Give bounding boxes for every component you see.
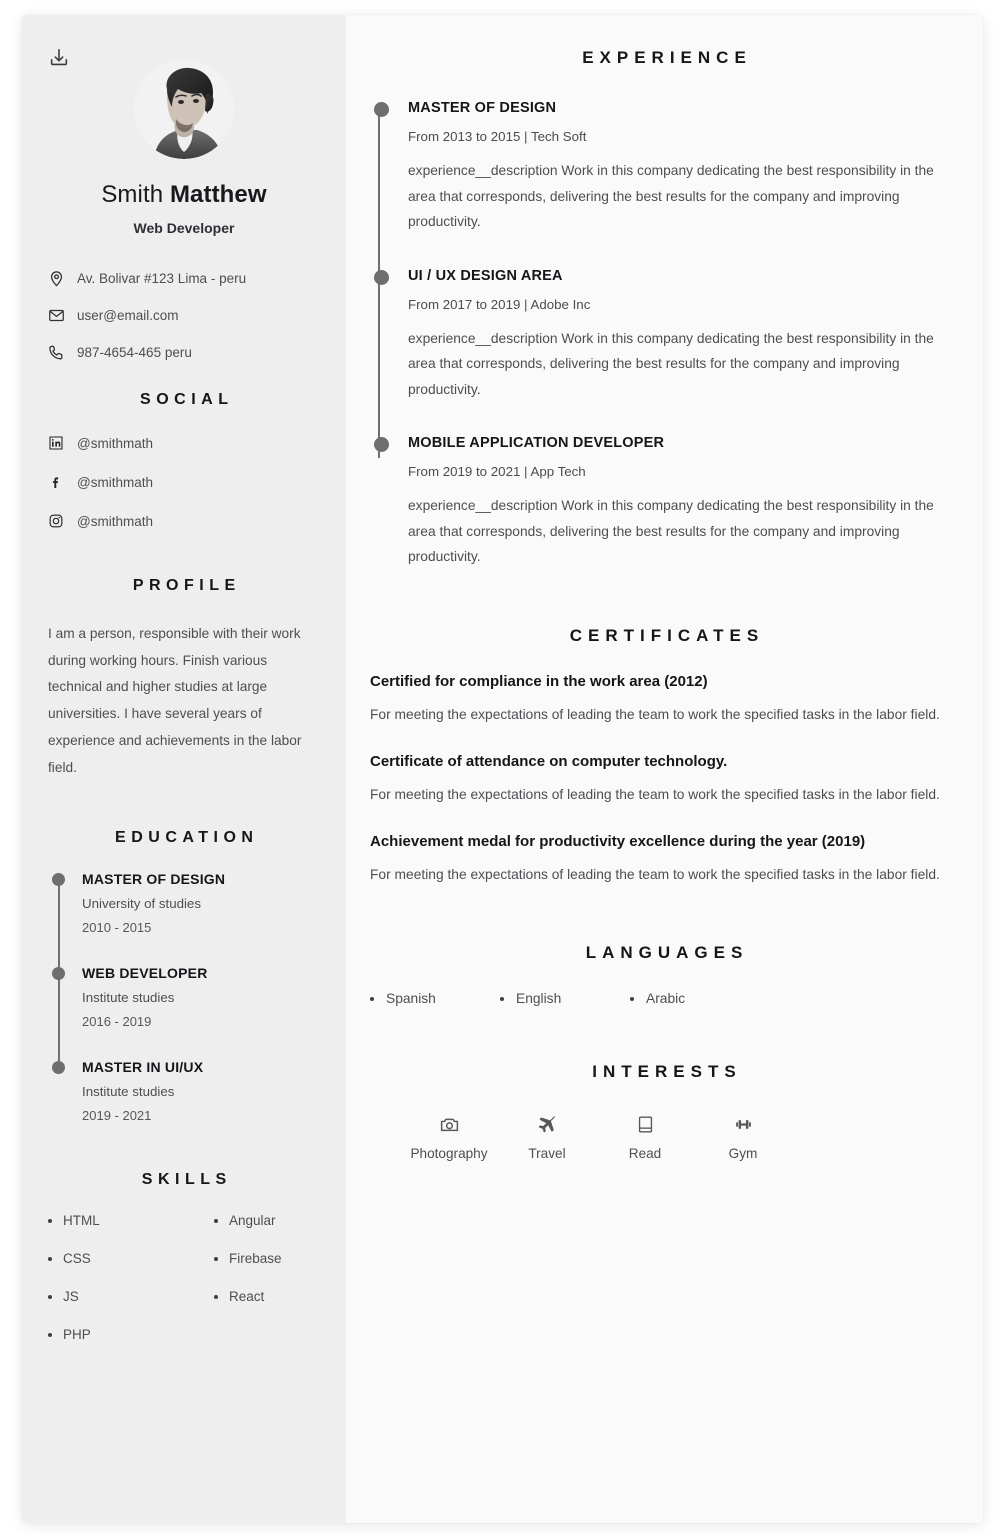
skill-item bbox=[48, 1289, 179, 1304]
social-facebook-handle: @smithmath bbox=[77, 474, 153, 490]
languages-list bbox=[370, 991, 958, 1006]
profile-text: I am a person, responsible with their work during working hours. Finish various technical and higher studies at large universities. I have several years of experience and achievements in the labor field. bbox=[48, 626, 302, 775]
contact-email-text: user@email.com bbox=[77, 308, 179, 323]
certificate-description: For meeting the expectations of leading the team to work the specified tasks in the labor field. bbox=[370, 706, 940, 722]
section-heading-education: EDUCATION bbox=[115, 829, 259, 847]
timeline-dot bbox=[374, 437, 389, 452]
education-place: University of studies bbox=[82, 896, 201, 912]
language-item bbox=[500, 991, 630, 1006]
airplane-icon bbox=[498, 1112, 596, 1136]
experience-meta: From 2017 to 2019 | Adobe Inc bbox=[408, 296, 591, 312]
language-label: Spanish bbox=[386, 991, 436, 1007]
interest-item-read bbox=[596, 1112, 694, 1161]
interest-label: Gym bbox=[728, 1146, 758, 1162]
certificate-item bbox=[370, 833, 958, 887]
social-facebook[interactable] bbox=[48, 474, 320, 490]
contact-list bbox=[48, 270, 320, 361]
skill-label: PHP bbox=[63, 1327, 91, 1343]
certificate-item bbox=[370, 753, 958, 807]
certificate-title: Certificate of attendance on computer technology. bbox=[370, 752, 728, 770]
education-timeline bbox=[48, 871, 320, 1123]
bullet-icon bbox=[48, 1257, 52, 1261]
bullet-icon bbox=[48, 1219, 52, 1223]
skill-item bbox=[189, 1251, 320, 1266]
main-content bbox=[346, 15, 983, 1523]
interest-label: Read bbox=[628, 1146, 662, 1162]
education-place: Institute studies bbox=[82, 1084, 175, 1100]
camera-icon bbox=[400, 1112, 498, 1136]
education-item bbox=[82, 1059, 320, 1123]
education-years: 2016 - 2019 bbox=[82, 1014, 152, 1030]
education-item bbox=[82, 965, 320, 1029]
timeline-dot bbox=[52, 873, 65, 886]
experience-item bbox=[408, 100, 958, 235]
timeline-dot bbox=[374, 270, 389, 285]
experience-description: experience__description Work in this company dedicating the best responsibility in the area that corresponds, delivering the best results for the company and improving productivity. bbox=[408, 163, 934, 230]
education-place: Institute studies bbox=[82, 990, 175, 1006]
skill-item bbox=[48, 1327, 179, 1342]
experience-meta: From 2019 to 2021 | App Tech bbox=[408, 464, 586, 480]
sidebar bbox=[22, 15, 346, 1523]
social-list bbox=[48, 435, 320, 529]
language-label: English bbox=[516, 991, 562, 1007]
download-icon[interactable] bbox=[48, 47, 70, 69]
job-title: Web Developer bbox=[133, 220, 235, 236]
linkedin-icon bbox=[48, 435, 64, 451]
skill-label: HTML bbox=[63, 1213, 100, 1229]
timeline-dot bbox=[374, 102, 389, 117]
language-item bbox=[370, 991, 500, 1006]
skill-label: Angular bbox=[229, 1213, 276, 1229]
experience-role: MOBILE APPLICATION DEVELOPER bbox=[408, 435, 665, 452]
contact-email[interactable] bbox=[48, 307, 320, 324]
section-heading-languages: LANGUAGES bbox=[585, 943, 749, 963]
avatar bbox=[134, 59, 234, 159]
facebook-icon bbox=[48, 474, 64, 490]
experience-timeline bbox=[370, 100, 958, 570]
last-name: Matthew bbox=[169, 181, 267, 208]
interest-item-gym bbox=[694, 1112, 792, 1161]
dumbbell-icon bbox=[694, 1112, 792, 1136]
timeline-dot bbox=[52, 967, 65, 980]
envelope-icon bbox=[48, 307, 65, 324]
education-role: MASTER IN UI/UX bbox=[82, 1059, 204, 1076]
certificate-description: For meeting the expectations of leading the team to work the specified tasks in the labor field. bbox=[370, 786, 940, 802]
education-years: 2019 - 2021 bbox=[82, 1108, 152, 1124]
language-item bbox=[630, 991, 760, 1006]
experience-item bbox=[408, 435, 958, 570]
bullet-icon bbox=[48, 1295, 52, 1299]
section-heading-profile: PROFILE bbox=[132, 577, 241, 594]
experience-description: experience__description Work in this company dedicating the best responsibility in the area that corresponds, delivering the best results for the company and improving productivity. bbox=[408, 330, 934, 397]
bullet-icon bbox=[214, 1219, 218, 1223]
experience-description: experience__description Work in this company dedicating the best responsibility in the area that corresponds, delivering the best results for the company and improving productivity. bbox=[408, 498, 934, 565]
section-heading-certificates: CERTIFICATES bbox=[569, 625, 765, 645]
first-name: Smith bbox=[101, 181, 170, 208]
contact-phone[interactable] bbox=[48, 344, 320, 361]
skill-label: React bbox=[229, 1289, 265, 1305]
certificate-item bbox=[370, 673, 958, 727]
contact-address-text: Av. Bolivar #123 Lima - peru bbox=[77, 271, 247, 286]
page-title bbox=[48, 181, 320, 209]
skills-grid bbox=[48, 1213, 320, 1342]
phone-icon bbox=[48, 344, 65, 361]
experience-meta: From 2013 to 2015 | Tech Soft bbox=[408, 129, 587, 144]
interest-item-travel bbox=[498, 1112, 596, 1161]
interests-list bbox=[370, 1112, 958, 1161]
bullet-icon bbox=[214, 1295, 218, 1299]
bullet-icon bbox=[48, 1333, 52, 1337]
certificates-list bbox=[370, 673, 958, 887]
social-linkedin[interactable] bbox=[48, 435, 320, 451]
section-heading-skills: SKILLS bbox=[141, 1171, 232, 1189]
location-pin-icon bbox=[48, 270, 65, 287]
skill-label: CSS bbox=[63, 1251, 91, 1267]
interest-label: Photography bbox=[410, 1146, 488, 1162]
skill-item bbox=[189, 1289, 320, 1304]
bullet-icon bbox=[214, 1257, 218, 1261]
education-years: 2010 - 2015 bbox=[82, 920, 152, 936]
language-label: Arabic bbox=[646, 991, 686, 1007]
education-role: MASTER OF DESIGN bbox=[82, 871, 226, 888]
contact-address[interactable] bbox=[48, 270, 320, 287]
interest-item-photography bbox=[400, 1112, 498, 1161]
education-role: WEB DEVELOPER bbox=[82, 965, 208, 982]
section-heading-social: SOCIAL bbox=[140, 391, 234, 408]
resume-card bbox=[22, 15, 983, 1523]
section-heading-interests: INTERESTS bbox=[592, 1062, 742, 1082]
bullet-icon bbox=[630, 997, 634, 1001]
certificate-title: Certified for compliance in the work area (2012) bbox=[370, 672, 708, 690]
skill-label: Firebase bbox=[229, 1251, 282, 1267]
social-instagram-handle: @smithmath bbox=[77, 513, 153, 529]
experience-item bbox=[408, 268, 958, 403]
social-instagram[interactable] bbox=[48, 513, 320, 529]
experience-role: MASTER OF DESIGN bbox=[408, 100, 557, 116]
instagram-icon bbox=[48, 513, 64, 529]
certificate-title: Achievement medal for productivity excellence during the year (2019) bbox=[370, 832, 866, 850]
bullet-icon bbox=[370, 997, 374, 1001]
timeline-dot bbox=[52, 1061, 65, 1074]
education-item bbox=[82, 871, 320, 935]
section-heading-experience: EXPERIENCE bbox=[582, 48, 752, 67]
contact-phone-text: 987-4654-465 peru bbox=[77, 345, 192, 360]
skill-item bbox=[48, 1213, 179, 1228]
experience-role: UI / UX DESIGN AREA bbox=[408, 267, 563, 284]
interest-label: Travel bbox=[528, 1146, 566, 1162]
social-linkedin-handle: @smithmath bbox=[77, 435, 153, 451]
skill-label: JS bbox=[63, 1289, 79, 1305]
certificate-description: For meeting the expectations of leading the team to work the specified tasks in the labor field. bbox=[370, 866, 940, 882]
book-icon bbox=[596, 1112, 694, 1136]
bullet-icon bbox=[500, 997, 504, 1001]
skill-item bbox=[48, 1251, 179, 1266]
skill-item bbox=[189, 1213, 320, 1228]
